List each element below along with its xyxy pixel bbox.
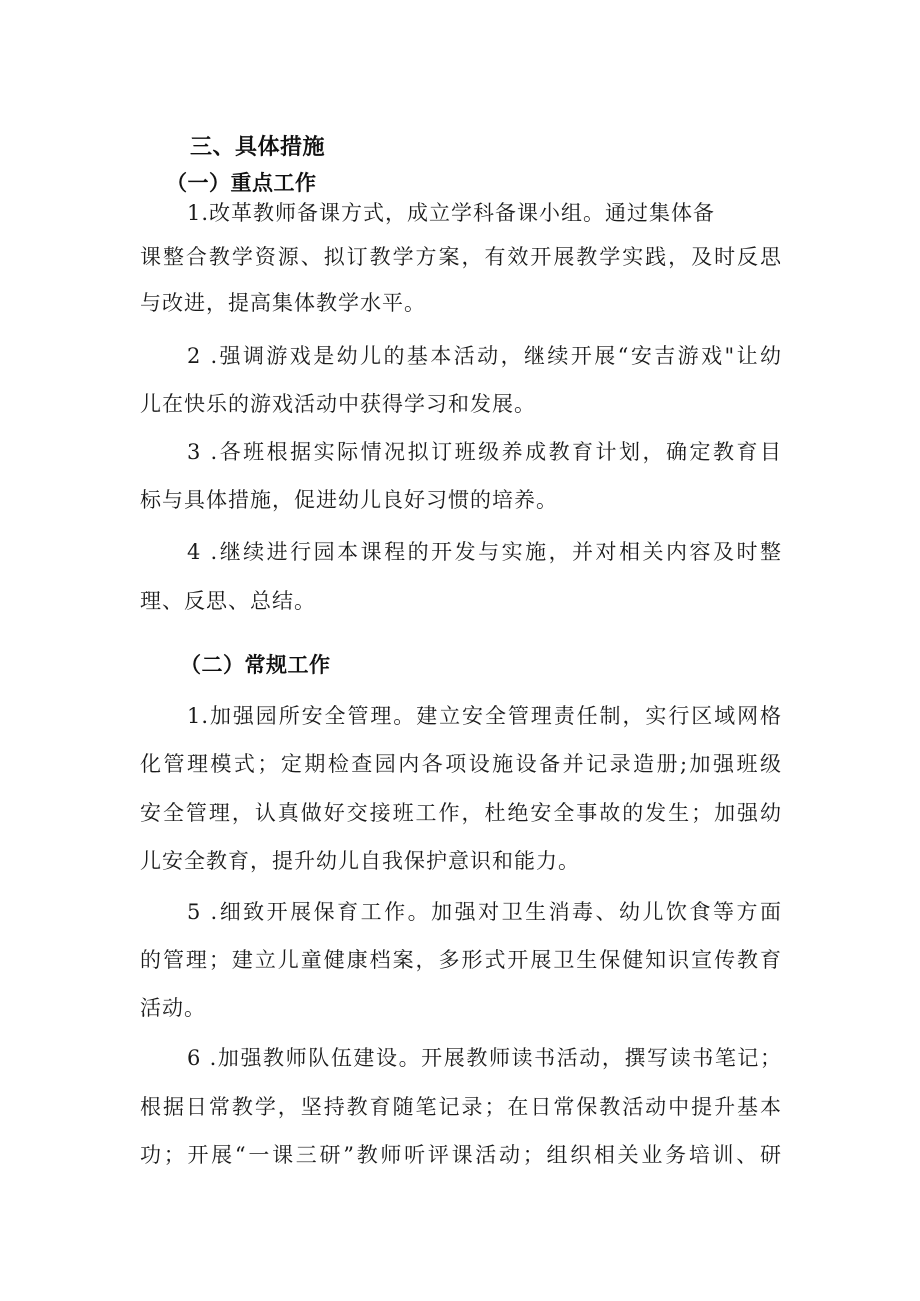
- paragraph-line: 功；开展“一课三研”教师听评课活动；组织相关业务培训、研: [140, 1143, 782, 1167]
- section-heading: 三、具体措施: [190, 135, 326, 160]
- paragraph-line: 化管理模式；定期检查园内各项设施设备并记录造册;加强班级: [140, 752, 782, 776]
- paragraph-line: 6 .加强教师队伍建设。开展教师读书活动，撰写读书笔记；: [187, 1046, 782, 1070]
- paragraph-line: 1.加强园所安全管理。建立安全管理责任制，实行区域网格: [187, 704, 782, 728]
- paragraph-line: 5 .细致开展保育工作。加强对卫生消毒、幼儿饮食等方面: [187, 900, 782, 924]
- paragraph-line: 3 .各班根据实际情况拟订班级养成教育计划，确定教育目: [187, 440, 782, 464]
- paragraph-line: 的管理；建立儿童健康档案，多形式开展卫生保健知识宣传教育: [140, 948, 782, 972]
- paragraph-line: 2 .强调游戏是幼儿的基本活动，继续开展“安吉游戏"让幼: [187, 344, 782, 368]
- subsection-title: （二）常规工作: [180, 653, 331, 677]
- paragraph-line: 课整合教学资源、拟订教学方案，有效开展教学实践，及时反思: [140, 245, 782, 269]
- paragraph-line: 4 .继续进行园本课程的开发与实施，并对相关内容及时整: [187, 540, 782, 564]
- paragraph-line: 安全管理，认真做好交接班工作，杜绝安全事故的发生；加强幼: [140, 801, 782, 825]
- subsection-title: （一）重点工作: [166, 171, 317, 195]
- paragraph-line: 标与具体措施，促进幼儿良好习惯的培养。: [140, 488, 558, 512]
- paragraph-line: 儿在快乐的游戏活动中获得学习和发展。: [140, 392, 536, 416]
- paragraph-line: 与改进，提高集体教学水平。: [140, 291, 426, 315]
- paragraph-line: 理、反思、总结。: [140, 589, 316, 613]
- paragraph-line: 1.改革教师备课方式，成立学科备课小组。通过集体备: [187, 201, 716, 225]
- paragraph-line: 活动。: [140, 996, 206, 1020]
- paragraph-line: 儿安全教育，提升幼儿自我保护意识和能力。: [140, 849, 580, 873]
- paragraph-line: 根据日常教学，坚持教育随笔记录；在日常保教活动中提升基本: [140, 1095, 782, 1119]
